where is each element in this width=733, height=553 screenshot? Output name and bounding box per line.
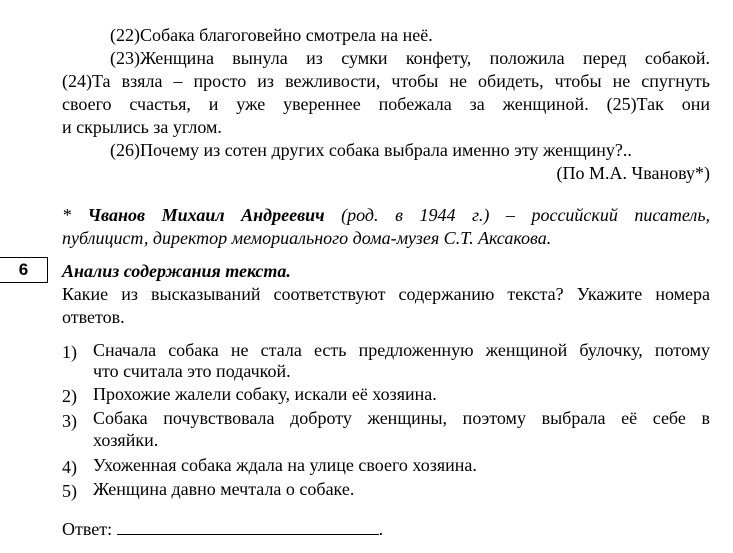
footnote-marker: * <box>62 205 71 225</box>
sentence-25-line3: и скрылись за углом. <box>62 117 222 137</box>
option-1-number: 1) <box>62 342 77 362</box>
task-heading: Анализ содержания текста. <box>62 261 291 281</box>
sentence-22: (22)Собака благоговейно смотрела на неё. <box>110 25 433 45</box>
option-5-line1: Женщина давно мечтала о собаке. <box>93 479 355 499</box>
option-3-number: 3) <box>62 411 77 431</box>
option-5-number: 5) <box>62 481 77 501</box>
option-4-line1: Ухоженная собака ждала на улице своего хозяина. <box>93 455 477 475</box>
task-number-box: 6 <box>0 257 48 283</box>
answer-row <box>62 517 383 542</box>
option-3-line2: хозяйки. <box>93 430 159 450</box>
option-1-line2: что считала это подачкой. <box>93 361 291 381</box>
footnote-line1-rest: (род. в 1944 г.) – российский писатель, <box>341 205 711 225</box>
option-2-line1: Прохожие жалели собаку, искали её хозяина. <box>93 384 437 404</box>
answer-label: Ответ: <box>62 519 113 539</box>
option-4-number: 4) <box>62 457 77 477</box>
option-2-number: 2) <box>62 386 77 406</box>
footnote-line1 <box>62 204 710 228</box>
sentence-23: (23)Женщина вынула из сумки конфету, положила перед собакой. <box>110 48 710 68</box>
task-question-line1: Какие из высказываний соответствуют содержанию текста? Укажите номера <box>62 284 710 304</box>
footnote-line2: публицист, директор мемориального дома-музея С.Т. Аксакова. <box>62 228 552 248</box>
sentence-24-line1: (24)Та взяла – просто из вежливости, чтобы не обидеть, чтобы не спугнуть <box>62 71 710 91</box>
option-3-line1: Собака почувствовала доброту женщины, поэтому выбрала её себе в <box>93 408 710 428</box>
answer-end: . <box>378 519 384 539</box>
option-1-line1: Сначала собака не стала есть предложенную женщиной булочку, потому <box>93 340 710 360</box>
sentence-24-line2: своего счастья, и уже увереннее побежала за женщиной. (25)Так они <box>62 94 710 114</box>
attribution: (По М.А. Чванову*) <box>556 163 710 183</box>
answer-blank[interactable] <box>117 517 379 535</box>
sentence-26: (26)Почему из сотен других собака выбрала именно эту женщину?.. <box>110 140 632 160</box>
footnote-author: Чванов Михаил Андреевич <box>87 205 325 225</box>
task-question-line2: ответов. <box>62 307 125 327</box>
